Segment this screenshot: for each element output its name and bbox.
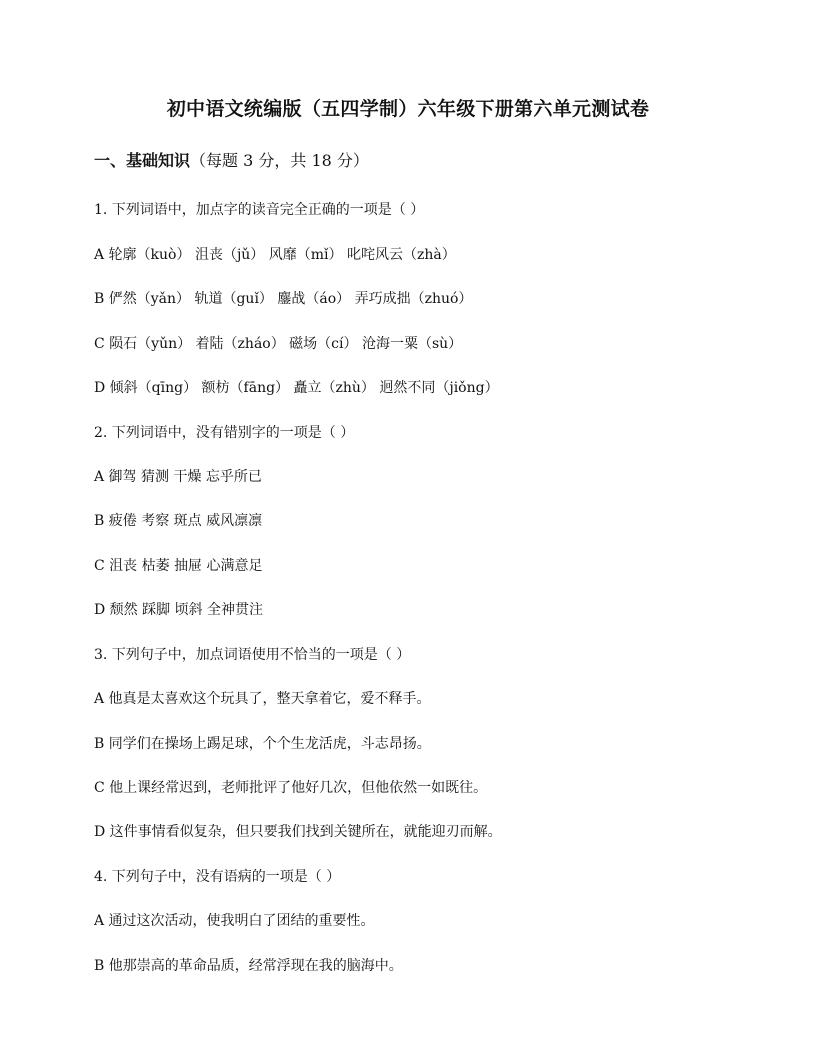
question-option: A 通过这次活动，使我明白了团结的重要性。 [94,913,375,929]
question-option: A 御驾 猜测 干燥 忘乎所已 [94,469,262,485]
section-heading [94,149,369,173]
question-option: D 倾斜（qīng） 额枋（fāng） 矗立（zhù） 迥然不同（jiǒng） [94,380,499,396]
question-option: C 沮丧 枯萎 抽屉 心满意足 [94,558,263,574]
question-stem: 2. 下列词语中，没有错别字的一项是（ ） [94,425,355,441]
section-name: 一、基础知识 [94,151,191,170]
question-option: D 颓然 踩脚 顷斜 全神贯注 [94,602,264,618]
question-option: B 他那崇高的革命品质，经常浮现在我的脑海中。 [94,958,403,974]
question-option: A 轮廓（kuò） 沮丧（jǔ） 风靡（mǐ） 叱咤风云（zhà） [94,247,456,263]
question-option: B 俨然（yǎn） 轨道（guǐ） 鏖战（áo） 弄巧成拙（zhuó） [94,291,473,307]
document-title: 初中语文统编版（五四学制）六年级下册第六单元测试卷 [166,98,650,120]
question-stem: 4. 下列句子中，没有语病的一项是（ ） [94,869,341,885]
question-stem: 3. 下列句子中，加点词语使用不恰当的一项是（ ） [94,647,411,663]
question-option: C 他上课经常迟到，老师批评了他好几次，但他依然一如既往。 [94,780,488,796]
section-score-note: （每题 3 分，共 18 分） [190,151,369,170]
question-option: D 这件事情看似复杂，但只要我们找到关键所在，就能迎刃而解。 [94,824,502,840]
question-option: C 陨石（yǔn） 着陆（zháo） 磁场（cí） 沧海一粟（sù） [94,336,463,352]
question-stem: 1. 下列词语中，加点字的读音完全正确的一项是（ ） [94,202,425,218]
question-option: A 他真是太喜欢这个玩具了，整天拿着它，爱不释手。 [94,691,431,707]
question-option: B 疲倦 考察 斑点 威风凛凛 [94,513,263,529]
question-option: B 同学们在操场上踢足球，个个生龙活虎，斗志昂扬。 [94,736,431,752]
